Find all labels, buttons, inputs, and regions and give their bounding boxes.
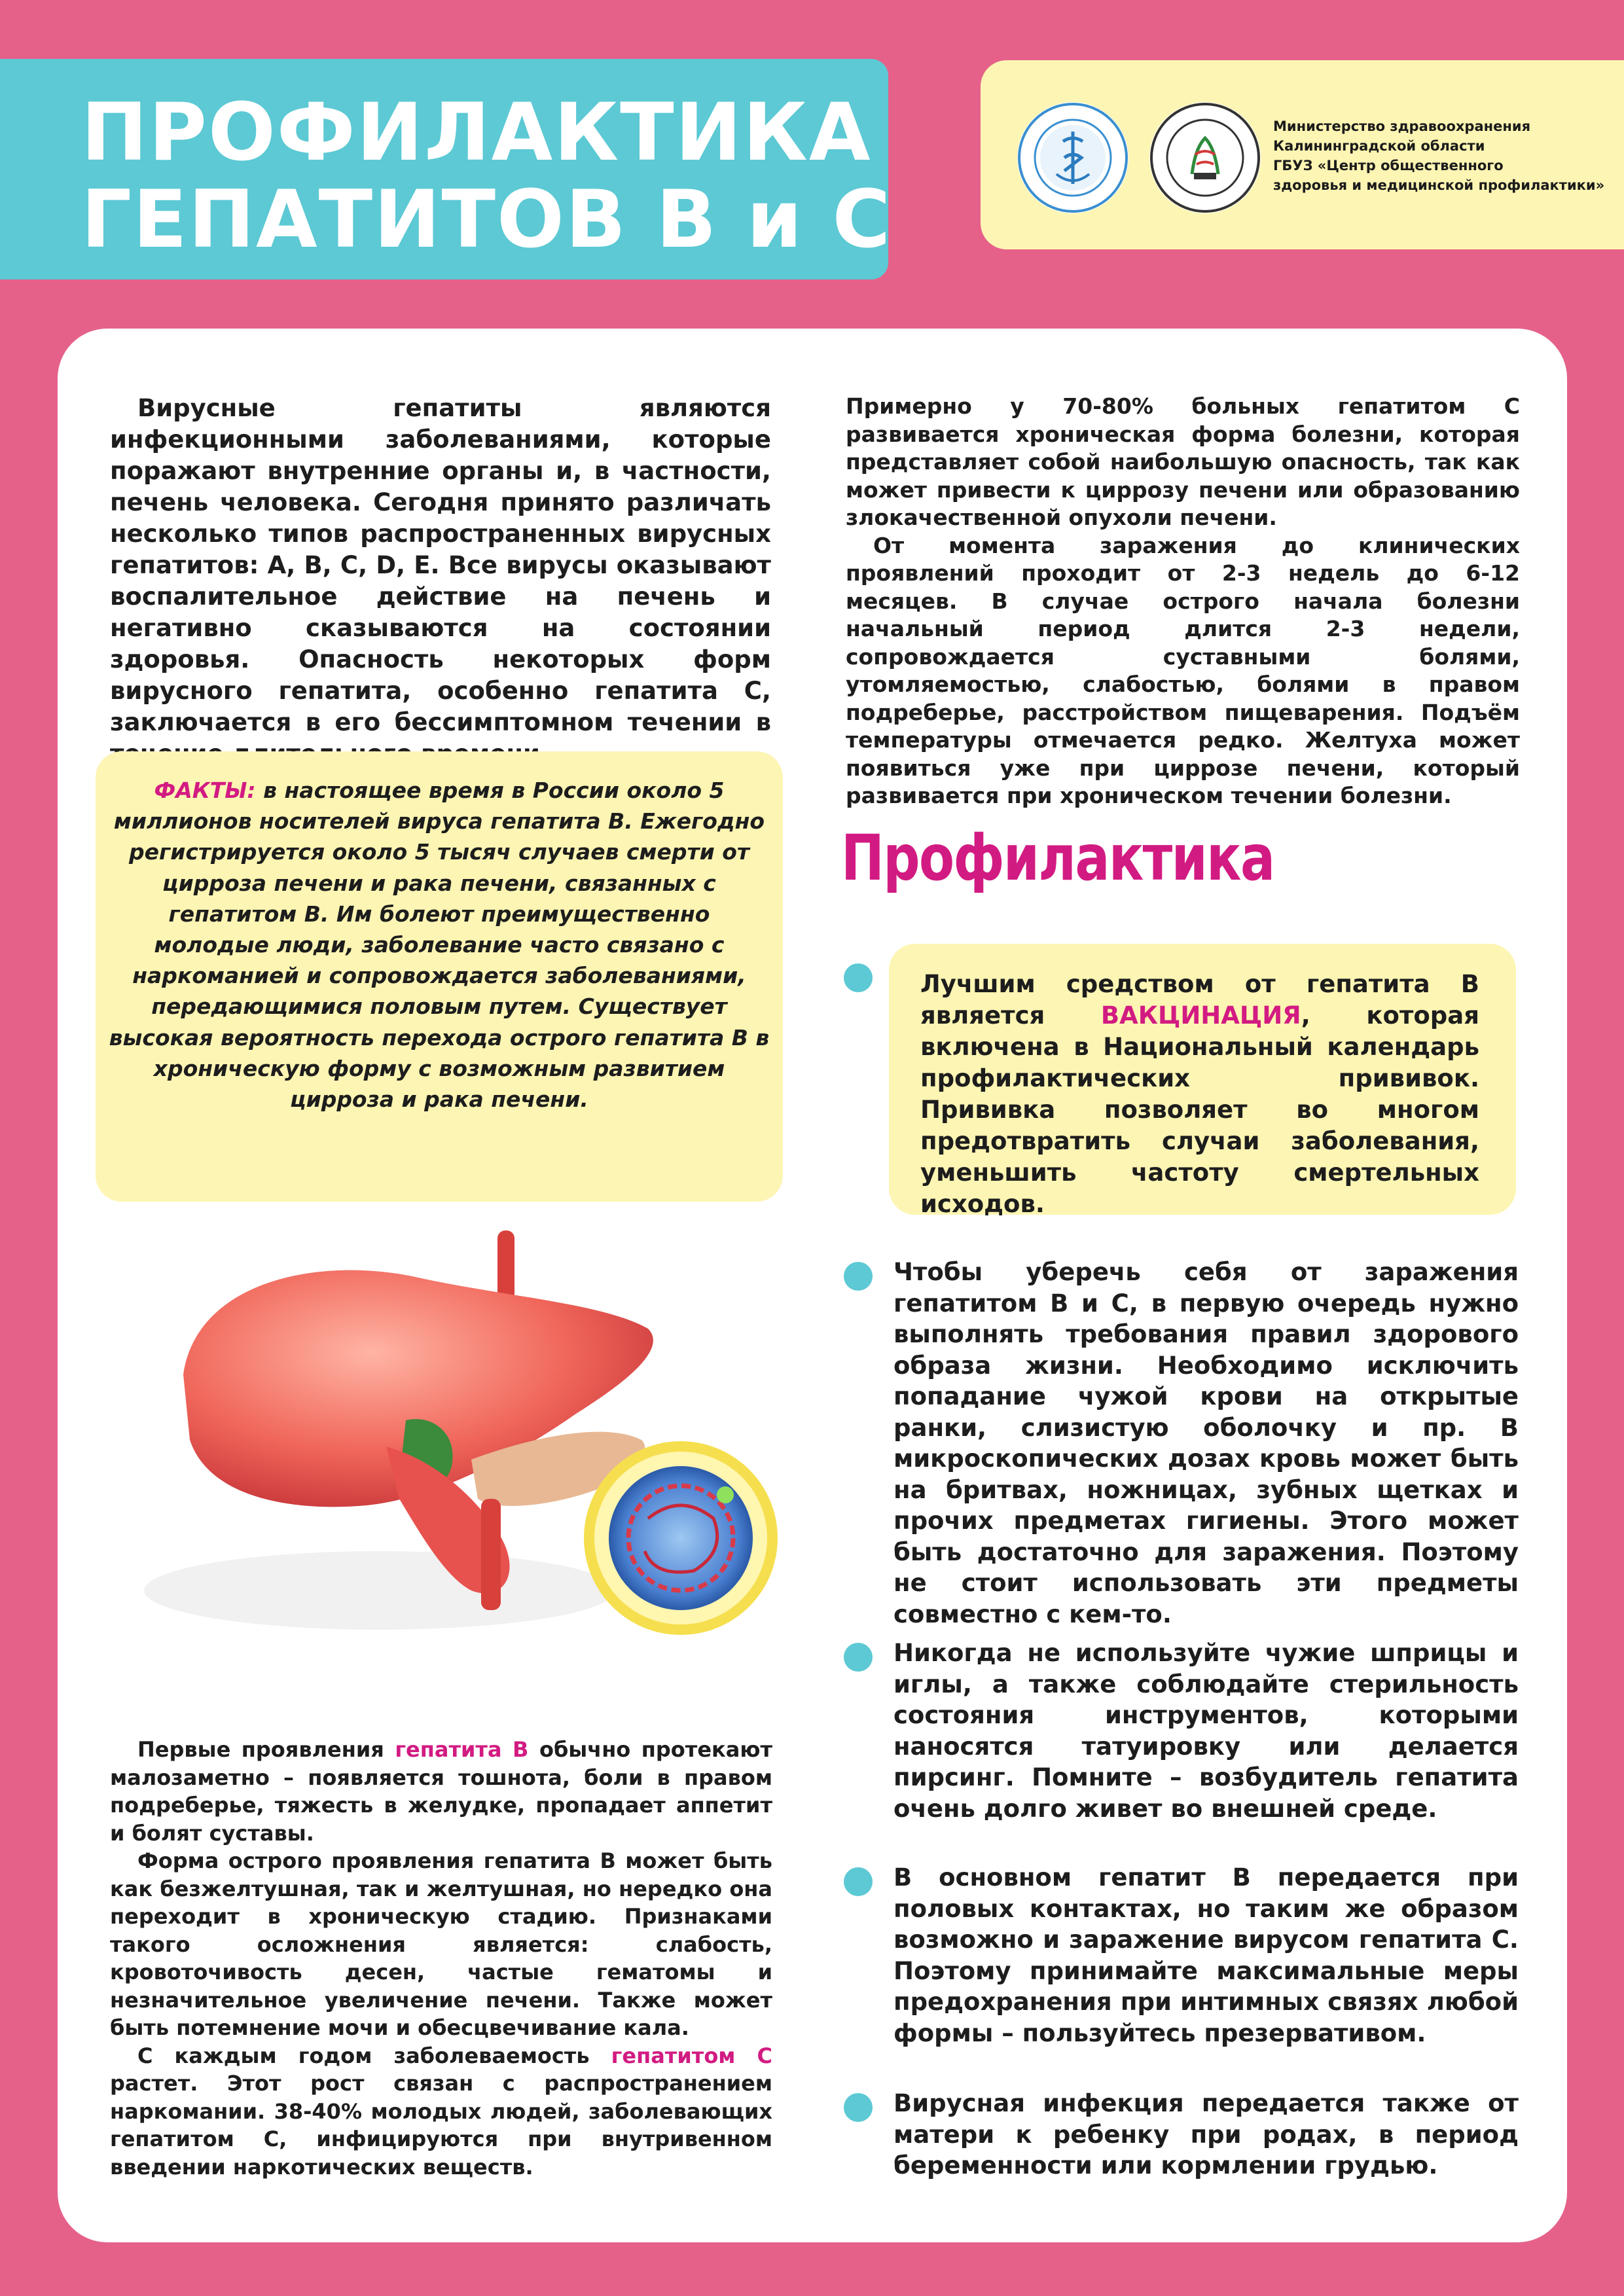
org-line-2: Калининградской области: [1273, 138, 1485, 154]
symptoms-paragraph: От момента заражения до клинических проявлений проходит от 2-3 недель до 6-12 месяцев. В случае острого начала болезни начальный период длится 2-3 недели, сопровождается суставными болями, утомляемостью, слабостью, болями в правом подреберье, расстройством пищеварения. Подъём температуры отмечается редко. Желтуха может появиться уже при циррозе печени, который развивается при хроническом течении болезни.: [846, 532, 1520, 808]
health-center-seal-icon: [1149, 102, 1261, 213]
lower-left-p1-start: Первые проявления: [137, 1737, 395, 1762]
bullet-item-sexual-transmission: В основном гепатит В передается при половых контактах, но таким же образом возможно и заражение вирусом гепатита С. Поэтому принимайте максимальные меры предохранения при интимных связях любой формы – пользуйтесь презервативом.: [893, 1863, 1519, 2047]
bullet-dot: [844, 1643, 873, 1672]
lower-left-p2: Форма острого проявления гепатита В может быть как безжелтушная, так и желтушная, но нередко она переходит в хроническую стадию. Признаками такого осложнения является: слабость, кровоточивость десен, частые гематомы и незначительное увеличение печени. Также может быть потемнение мочи и обесцвечивание кала.: [110, 1848, 772, 2040]
vaccination-box: [889, 944, 1516, 1218]
bullet-dot: [844, 1867, 873, 1896]
hepatitis-b-highlight: гепатита В: [395, 1737, 529, 1762]
title-banner: [0, 59, 892, 279]
vaccination-text-end: , которая включена в Национальный календарь профилактических прививок. Прививка позволяет во многом предотвратить случаи заболевания, уменьшить частоту смертельных исходов.: [920, 1001, 1480, 1218]
page-title-line1: ПРОФИЛАКТИКА: [81, 86, 872, 179]
org-line-1: Министерство здравоохранения: [1273, 118, 1531, 134]
bullet-dot: [844, 963, 873, 992]
chronic-form-paragraph: Примерно у 70-80% больных гепатитом С развивается хроническая форма болезни, которая представляет собой наибольшую опасность, так как может привести к циррозу печени или образованию злокачественной опухоли печени.: [846, 393, 1520, 530]
bullet-item-healthy-lifestyle: Чтобы уберечь себя от заражения гепатитом В и С, в первую очередь нужно выполнять требования правил здорового образа жизни. Необходимо исключить попадание чужой крови на открытые ранки, слизистую оболочку и пр. В микроскопических дозах кровь может быть на бритвах, ножницах, зубных щетках и прочих предметах гигиены. Этого может быть достаточно для заражения. Поэтому не стоит использовать эти предметы совместно с кем-то.: [893, 1258, 1519, 1628]
lower-left-p1-end: обычно протекают малозаметно – появляется тошнота, боли в правом подреберье, тяжесть в желудке, пропадает аппетит и болят суставы.: [110, 1737, 773, 1846]
intro-paragraph: Вирусные гепатиты являются инфекционными заболеваниями, которые поражают внутренние органы и, в частности, печень человека. Сегодня принято различать несколько типов распространенных вирусных гепатитов: А, В, С, D, Е. Все вирусы оказывают воспалительное действие на печень и негативно сказываются на состоянии здоровья. Опасность некоторых форм вирусного гепатита, особенно гепатита С, заключается в его бессимптомном течении в: [110, 394, 771, 736]
org-line-4: здоровья и медицинской профилактики»: [1273, 177, 1605, 193]
liver-illustration: [105, 1224, 831, 1695]
bullet-item-syringes: Никогда не используйте чужие шприцы и иглы, а также соблюдайте стерильность состояния инструментов, которыми наносятся татуировку или делается пирсинг. Помните – возбудитель гепатита очень долго живет во внешней среде.: [893, 1639, 1519, 1823]
lower-left-p3: [110, 2042, 772, 2181]
lower-left-p1: [110, 1736, 772, 1847]
ministry-seal-icon: [1017, 102, 1128, 213]
hepatitis-c-highlight: гепатитом С: [611, 2043, 773, 2068]
facts-body: в настоящее время в России около 5 миллионов носителей вируса гепатита В. Ежегодно регистрируется около 5 тысяч случаев смерти от цирроза печени и рака печени, связанных с гепатитом В. Им болеют преимущественно молодые люди, заболевание часто связано с наркоманией и сопровождается заболеваниями, передающимися половым путем. Существует высокая вероятность перехода острого гепатита В в хроническую форму с возможным развитием цирроза и рака печени.: [109, 778, 770, 1113]
facts-label: ФАКТЫ:: [154, 778, 256, 803]
right-top-text: [846, 393, 1520, 810]
lower-left-text: [110, 1736, 772, 2181]
vaccination-text-start: Лучшим средством от гепатита В является: [920, 970, 1479, 1030]
bullet-dot: [844, 2093, 873, 2122]
organization-name: [1273, 117, 1614, 195]
facts-text: [109, 775, 770, 1115]
bullet-dot: [844, 1262, 873, 1291]
prevention-heading: Профилактика: [841, 821, 1274, 895]
page-title-line2: ГЕПАТИТОВ В и С: [81, 173, 892, 266]
vaccination-highlight: ВАКЦИНАЦИЯ: [1100, 1001, 1301, 1030]
vaccination-text: [920, 969, 1479, 1220]
lower-left-p3-end: растет. Этот рост связан с распространением наркомании. 38-40% молодых людей, заболевающих гепатитом С, инфицируются при внутривенном введении наркотических веществ.: [110, 2071, 772, 2179]
facts-box: [96, 751, 783, 1202]
bullet-item-mother-to-child: Вирусная инфекция передается также от матери к ребенку при родах, в период беременности или кормлении грудью.: [893, 2089, 1519, 2179]
lower-left-p3-start: С каждым годом заболеваемость: [137, 2043, 611, 2068]
org-line-3: ГБУЗ «Центр общественного: [1273, 158, 1504, 173]
organization-banner: [981, 60, 1624, 249]
